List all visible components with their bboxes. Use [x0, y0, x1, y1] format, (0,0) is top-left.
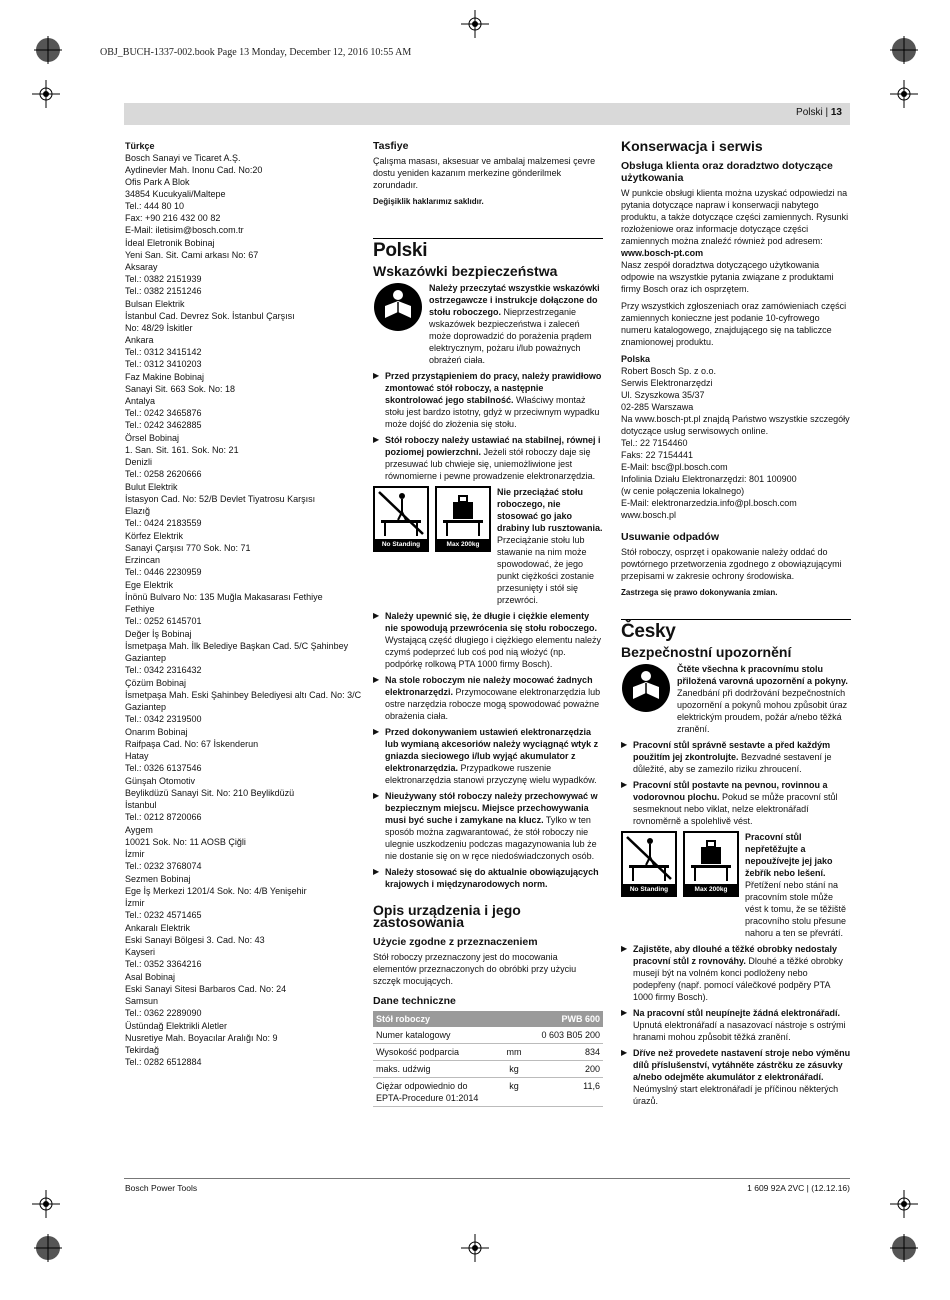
dealer-line: Ege Elektrik: [125, 580, 174, 590]
dealer-entry: [125, 726, 355, 774]
dealer-entry: [125, 481, 355, 529]
dealer-line: Tel.: 0232 4571465: [125, 910, 202, 920]
safety-bullet: ▶ Należy upewnić się, że długie i ciężkie elementy nie spowodują przewrócenia się stołu roboczego. Wystającą część długiego i ciężkiego elementu należy czymś podeprzeć lub coś pod nią włożyć (np. podpórkę rolkową PTA 1000 firmy Bosch).: [373, 610, 603, 670]
polska-line: Infolinia Działu Elektronarzędzi: 801 100900: [621, 474, 797, 484]
dealer-line: Bulut Elektrik: [125, 482, 178, 492]
crosshair-mark-icon: [461, 1234, 489, 1262]
turkish-title: Türkçe: [125, 141, 155, 151]
dealer-line: İstasyon Cad. No: 52/B Devlet Tiyatrosu Karşısı: [125, 494, 316, 504]
dealer-entry: [125, 824, 355, 872]
dealer-line: İzmir: [125, 849, 145, 859]
dealer-line: Üstündağ Elektrikli Aletler: [125, 1021, 228, 1031]
table-cell-unit: kg: [491, 1061, 537, 1078]
dealer-line: Hatay: [125, 751, 149, 761]
cesky-title: Česky: [621, 621, 676, 642]
dealer-line: Tel.: 0282 6512884: [125, 1057, 202, 1067]
dealer-line: Örsel Bobinaj: [125, 433, 180, 443]
dealer-line: Sezmen Bobinaj: [125, 874, 191, 884]
footer-divider: [124, 1178, 850, 1179]
polska-line: 02-285 Warszawa: [621, 402, 694, 412]
dealer-line: İnönü Bulvaro No: 135 Muğla Makasarası Fethiye: [125, 592, 323, 602]
dealer-line: No: 48/29 İskitler: [125, 323, 193, 333]
dealer-entry: [125, 432, 355, 480]
cz-safety-bullet: ▶ Zajistěte, aby dlouhé a těžké obrobky nedostaly pracovní stůl z rovnováhy. Dlouhé a těžké obrobky musejí být na volném konci podloženy nebo podepřeny (např. pomocí válečkové podpěry PTA 1000 firmy Bosch).: [621, 943, 851, 1003]
warning-block: [373, 282, 603, 366]
dealer-line: İstanbul: [125, 800, 157, 810]
read-manual-icon: [373, 282, 423, 332]
dealer-line: Ankaralı Elektrik: [125, 923, 191, 933]
page-number: Polski | 13: [796, 107, 842, 118]
footer-docnumber: 1 609 92A 2VC | (12.12.16): [747, 1183, 850, 1193]
dealer-line: Ankara: [125, 335, 154, 345]
dealer-entry: [125, 677, 362, 725]
column-right: [621, 140, 851, 1111]
client-text-2: Nasz zespół doradztwa dotyczącego użytkowania odpowie na wszystkie pytania związane z produktami firmy Bosch oraz ich osprzętem.: [621, 260, 834, 294]
dealer-entry: [125, 628, 355, 676]
no-standing-icon: [375, 488, 427, 538]
dealer-line: Tel.: 0242 3462885: [125, 420, 202, 430]
table-head-label: Stół roboczy: [373, 1011, 537, 1027]
cz-safety-bullet: ▶ Pracovní stůl správně sestavte a před každým použitím jej zkontrolujte. Bezvadné sestavení je důležité, aby se zamezilo riziku zhroucení.: [621, 739, 851, 775]
polska-line: Faks: 22 7154441: [621, 450, 694, 460]
dealer-line: Tel.: 0212 8720066: [125, 812, 202, 822]
dealer-line: Onarım Bobinaj: [125, 727, 188, 737]
tasfiye-text: Çalışma masası, aksesuar ve ambalaj malzemesi çevre dostu yeniden kazanım merkezine gönderilmek zorundadır.: [373, 156, 596, 190]
table-cell-label: Wysokość podparcia: [373, 1044, 491, 1061]
table-head-value: PWB 600: [537, 1011, 603, 1027]
disposal-title: Usuwanie odpadów: [621, 531, 720, 543]
no-standing-pictogram: [621, 831, 677, 897]
dealer-line: Fax: +90 216 432 00 82: [125, 213, 221, 223]
table-cell-value: 200: [537, 1061, 603, 1078]
max-load-label: Max 200kg: [437, 539, 489, 550]
tasfiye-title: Tasfiye: [373, 140, 409, 152]
tech-data-table: [373, 1011, 603, 1107]
dealer-line: Tel.: 0342 2316432: [125, 665, 202, 675]
tech-data-title: Dane techniczne: [373, 995, 456, 1007]
crosshair-mark-icon: [890, 80, 918, 108]
dealer-line: Beylikdüzü Sanayi Sit. No: 210 Beylikdüzü: [125, 788, 295, 798]
polska-line: Robert Bosch Sp. z o.o.: [621, 366, 717, 376]
dealer-line: Tel.: 0326 6137546: [125, 763, 202, 773]
no-standing-label: No Standing: [623, 884, 675, 895]
client-text-3: Przy wszystkich zgłoszeniach oraz zamówieniach części zamiennych konieczne jest podanie 10-cyfrowego numeru katalogowego, znajdującego się na tabliczce znamionowej produktu.: [621, 301, 847, 347]
tasfiye-note: Değişiklik haklarımız saklıdır.: [373, 197, 484, 206]
dealer-entry: [125, 922, 355, 970]
disposal-note: Zastrzega się prawo dokonywania zmian.: [621, 588, 778, 597]
polska-line: E-Mail: elektronarzedzia.info@pl.bosch.com: [621, 498, 797, 508]
dealer-line: Körfez Elektrik: [125, 531, 184, 541]
dealer-line: 10021 Sok. No: 11 AOSB Çiğli: [125, 837, 246, 847]
client-title: Obsługa klienta oraz doradztwo dotyczące użytkowania: [621, 160, 833, 184]
dealer-line: Tel.: 0242 3465876: [125, 408, 202, 418]
page-header-bar: [124, 103, 850, 125]
dealer-line: Denizli: [125, 457, 153, 467]
table-row: [373, 1044, 603, 1061]
table-cell-unit: kg: [491, 1078, 537, 1107]
no-standing-label: No Standing: [375, 539, 427, 550]
dealer-line: Bulsan Elektrik: [125, 299, 185, 309]
dealer-line: Aygem: [125, 825, 153, 835]
page-number-value: 13: [830, 107, 842, 118]
table-cell-unit: mm: [491, 1044, 537, 1061]
table-cell-label: Ciężar odpowiednio do EPTA-Procedure 01:2014: [373, 1078, 491, 1107]
weight-icon: [685, 833, 737, 883]
client-url: www.bosch-pt.com: [621, 248, 704, 258]
dealer-line: Aydinevler Mah. Inonu Cad. No:20: [125, 165, 263, 175]
intended-use-text: Stół roboczy przeznaczony jest do mocowania elementów przeznaczonych do obróbki przy użyciu szczęk mocujących.: [373, 952, 577, 986]
dealer-line: Raifpaşa Cad. No: 67 İskenderun: [125, 739, 259, 749]
cz-pictogram-text: Pracovní stůl nepřetěžujte a nepoužívejte jej jako žebřík nebo lešení. Přetížení nebo stání na pracovním stole může vést k tomu, že se těžiště pracovního stolu přesune nahoru a ten se převrátí.: [745, 832, 847, 938]
crosshair-mark-icon: [32, 1190, 60, 1218]
safety-bullet: ▶ Należy stosować się do aktualnie obowiązujących krajowych i międzynarodowych norm.: [373, 866, 603, 890]
registration-mark-icon: [34, 36, 62, 64]
dealer-line: E-Mail: iletisim@bosch.com.tr: [125, 225, 244, 235]
page-label: Polski: [796, 107, 823, 118]
table-row: [373, 1061, 603, 1078]
dealer-line: Tekirdağ: [125, 1045, 160, 1055]
dealer-line: Tel.: 0312 3415142: [125, 347, 202, 357]
dealer-entry: [125, 971, 355, 1019]
dealer-entry: [125, 237, 355, 297]
pictogram-text: Nie przeciążać stołu roboczego, nie stosować go jako drabiny lub rusztowania. Przeciążanie stołu lub stawanie na nim może spowodować, że jego punkt ciężkości zostanie przesunięty i stół się przewróci.: [497, 487, 603, 605]
registration-mark-icon: [890, 36, 918, 64]
dealer-entry: [125, 152, 355, 236]
dealer-line: Elazığ: [125, 506, 151, 516]
dealer-line: Eski Sanayi Bölgesi 3. Cad. No: 43: [125, 935, 265, 945]
polska-line: Ul. Szyszkowa 35/37: [621, 390, 705, 400]
dealer-line: Erzincan: [125, 555, 161, 565]
safety-bullet: ▶ Nieużywany stół roboczy należy przechowywać w bezpiecznym miejscu. Miejsce przechowywania musi być suche i zamykane na klucz. Tylko w ten sposób można zagwarantować, że stół roboczy nie ulegnie uszkodzeniu podczas magazynowania lub że nie dostanie się on w ręce niedoświadczonych osób.: [373, 790, 603, 862]
warning-bold: Należy przeczytać wszystkie wskazówki ostrzegawcze i instrukcje dołączone do stołu roboczego.: [429, 283, 600, 317]
dealer-line: Tel.: 0258 2620666: [125, 469, 202, 479]
registration-mark-icon: [890, 1234, 918, 1262]
section-divider: [621, 619, 851, 620]
dealer-line: Bosch Sanayi ve Ticaret A.Ş.: [125, 153, 241, 163]
book-header-line: OBJ_BUCH-1337-002.book Page 13 Monday, December 12, 2016 10:55 AM: [100, 47, 412, 58]
dealer-line: Tel.: 0232 3768074: [125, 861, 202, 871]
cz-safety-title: Bezpečnostní upozornění: [621, 644, 792, 660]
dealer-line: Aksaray: [125, 262, 158, 272]
registration-mark-icon: [34, 1234, 62, 1262]
dealer-line: Tel.: 444 80 10: [125, 201, 185, 211]
dealer-line: Tel.: 0382 2151939: [125, 274, 202, 284]
dealer-line: Tel.: 0342 2319500: [125, 714, 202, 724]
table-cell-label: Numer katalogowy: [373, 1027, 491, 1044]
cz-safety-bullet: ▶ Na pracovní stůl neupínejte žádná elektronářadí. Upnutá elektronářadí a nasazovací nástroje s ostrými hranami mohou způsobit těžká zranění.: [621, 1007, 851, 1043]
cz-safety-bullet: ▶ Pracovní stůl postavte na pevnou, rovinnou a vodorovnou plochu. Pokud se může pracovní stůl sesmeknout nebo viklat, nelze elektronářadí rovnoměrně a spolehlivě vést.: [621, 779, 851, 827]
dealer-line: Günşah Otomotiv: [125, 776, 196, 786]
intended-use-title: Użycie zgodne z przeznaczeniem: [373, 936, 538, 948]
cz-safety-bullet: ▶ Dříve než provedete nastavení stroje nebo výměnu dílů příslušenství, vytáhněte zástrčku ze zásuvky a/nebo odejměte akumulátor z elektronářadí. Neúmyslný start elektronářadí je příčinou některých úrazů.: [621, 1047, 851, 1107]
section-divider: [373, 238, 603, 239]
dealer-line: Fethiye: [125, 604, 155, 614]
dealer-line: Asal Bobinaj: [125, 972, 176, 982]
polska-line: Serwis Elektronarzędzi: [621, 378, 713, 388]
safety-bullet: ▶ Przed przystąpieniem do pracy, należy prawidłowo zmontować stół roboczy, a następnie skontrolować jego stabilność. Właściwy montaż stołu jest bardzo istotny, gdyż w przeciwnym wypadku może dojść do złożenia się stołu.: [373, 370, 603, 430]
cz-warning-block: [621, 663, 851, 735]
safety-title: Wskazówki bezpieczeństwa: [373, 263, 558, 279]
dealer-line: Gaziantep: [125, 653, 167, 663]
dealer-line: Ege İş Merkezi 1201/4 Sok. No: 4/B Yenişehir: [125, 886, 307, 896]
table-cell-label: maks. udźwig: [373, 1061, 491, 1078]
footer-brand: Bosch Power Tools: [125, 1183, 198, 1193]
safety-bullet: ▶ Na stole roboczym nie należy mocować żadnych elektronarzędzi. Przymocowane elektronarzędzia lub ostre narzędzia robocze mogą spowodować poważne obrażenia ciała.: [373, 674, 603, 722]
max-load-label: Max 200kg: [685, 884, 737, 895]
disposal-text: Stół roboczy, osprzęt i opakowanie należy oddać do powtórnego przetworzenia zgodnego z obowiązującymi przepisami w zakresie ochrony środowiska.: [621, 547, 842, 581]
dealer-line: Faz Makine Bobinaj: [125, 372, 205, 382]
dealer-line: Yeni San. Sit. Cami arkası No: 67: [125, 250, 259, 260]
dealer-line: İdeal Eletronik Bobinaj: [125, 238, 215, 248]
polska-line: E-Mail: bsc@pl.bosch.com: [621, 462, 728, 472]
description-title: Opis urządzenia i jego zastosowania: [373, 902, 521, 930]
table-cell-value: 0 603 B05 200: [537, 1027, 603, 1044]
dealer-line: Tel.: 0352 3364216: [125, 959, 202, 969]
table-cell-unit: [491, 1027, 537, 1044]
service-title: Konserwacja i serwis: [621, 138, 763, 154]
dealer-line: 34854 Kucukyali/Maltepe: [125, 189, 226, 199]
polska-line: Na www.bosch-pt.pl znajdą Państwo wszystkie szczegóły dotyczące usług serwisowych online.: [621, 414, 850, 436]
dealer-entry: [125, 873, 355, 921]
dealer-line: Antalya: [125, 396, 156, 406]
dealer-line: Değer İş Bobinaj: [125, 629, 192, 639]
dealer-line: Ofis Park A Blok: [125, 177, 190, 187]
cz-warning-text: Čtěte všechna k pracovnímu stolu přiložená varovná upozornění a pokyny. Zanedbání při dodržování bezpečnostních upozornění a pokynů mohou způsobit úraz elektrickým proudem, požár a/nebo těžká zranění.: [677, 664, 848, 734]
weight-icon: [437, 488, 489, 538]
dealer-entry: [125, 775, 355, 823]
crosshair-mark-icon: [32, 80, 60, 108]
safety-bullet: ▶ Stół roboczy należy ustawiać na stabilnej, równej i poziomej powierzchni. Jeżeli stół roboczy daje się przesuwać lub chwieje się, uniemożliwione jest równomierne i pewne prowadzenie elektronarzędzia.: [373, 434, 603, 482]
dealer-line: Gaziantep: [125, 702, 167, 712]
dealer-line: Çözüm Bobinaj: [125, 678, 187, 688]
dealer-line: Sanayi Sit. 663 Sok. No: 18: [125, 384, 236, 394]
dealer-line: Tel.: 0252 6145701: [125, 616, 202, 626]
column-turkish-dealers: [125, 140, 362, 1069]
dealer-entry: [125, 530, 355, 578]
polski-title: Polski: [373, 240, 428, 261]
warning-text: [429, 282, 603, 366]
table-cell-value: 834: [537, 1044, 603, 1061]
column-middle: [373, 140, 603, 1107]
no-standing-pictogram: [373, 486, 429, 552]
table-cell-value: 11,6: [537, 1078, 603, 1107]
no-standing-icon: [623, 833, 675, 883]
client-text-1: W punkcie obsługi klienta można uzyskać odpowiedzi na pytania dotyczące napraw i konserwacji nabytego produktu, a także dotyczące części zamiennych. Rysunki rozłożeniowe oraz informacje dotyczące części zamiennych można znaleźć również pod adresem:: [621, 188, 849, 246]
dealer-line: İsmetpaşa Mah. Eski Şahinbey Belediyesi altı Cad. No: 3/C: [125, 690, 362, 700]
read-manual-icon: [621, 663, 671, 713]
table-row: [373, 1078, 603, 1107]
dealer-line: İsmetpaşa Mah. İlk Belediye Başkan Cad. 5/C Şahinbey: [125, 641, 349, 651]
crosshair-mark-icon: [890, 1190, 918, 1218]
dealer-line: Tel.: 0362 2289090: [125, 1008, 202, 1018]
polska-line: Tel.: 22 7154460: [621, 438, 688, 448]
dealer-entry: [125, 298, 355, 370]
polska-line: (w cenie połączenia lokalnego): [621, 486, 745, 496]
dealer-line: Nusretiye Mah. Boyacılar Aralığı No: 9: [125, 1033, 278, 1043]
polska-line: www.bosch.pl: [621, 510, 677, 520]
dealer-line: 1. San. Sit. 161. Sok. No: 21: [125, 445, 239, 455]
dealer-line: Tel.: 0446 2230959: [125, 567, 202, 577]
polska-title: Polska: [621, 354, 651, 364]
dealer-entry: [125, 579, 355, 627]
dealer-entry: [125, 371, 355, 431]
pictogram-block: [373, 486, 603, 606]
warning-rest: Nieprzestrzeganie wskazówek bezpieczeństwa i zaleceń może doprowadzić do porażenia prądem elektrycznym, pożaru i/lub poważnych obrażeń ciała.: [429, 307, 592, 365]
dealer-line: Tel.: 0382 2151246: [125, 286, 202, 296]
dealer-line: İstanbul Cad. Devrez Sok. İstanbul Çarşısı: [125, 311, 295, 321]
dealer-line: Eski Sanayi Sitesi Barbaros Cad. No: 24: [125, 984, 287, 994]
dealer-line: Sanayi Çarşısı 770 Sok. No: 71: [125, 543, 251, 553]
max-load-pictogram: [683, 831, 739, 897]
polska-address: [621, 365, 851, 521]
dealer-list: [125, 152, 362, 1068]
cz-pictogram-block: [621, 831, 851, 939]
dealer-line: Tel.: 0424 2183559: [125, 518, 202, 528]
table-row: [373, 1027, 603, 1044]
dealer-line: Tel.: 0312 3410203: [125, 359, 202, 369]
dealer-line: Samsun: [125, 996, 159, 1006]
max-load-pictogram: [435, 486, 491, 552]
dealer-line: Kayseri: [125, 947, 156, 957]
dealer-line: İzmir: [125, 898, 145, 908]
crosshair-mark-icon: [461, 10, 489, 38]
safety-bullet: ▶ Przed dokonywaniem ustawień elektronarzędzia lub wymianą akcesoriów należy wyciągnąć wtyk z gniazda sieciowego i/lub wyjąć akumulator z elektronarzędzia. Przypadkowe ruszenie elektronarzędzia stanowi przyczynę wielu wypadków.: [373, 726, 603, 786]
dealer-entry: [125, 1020, 355, 1068]
